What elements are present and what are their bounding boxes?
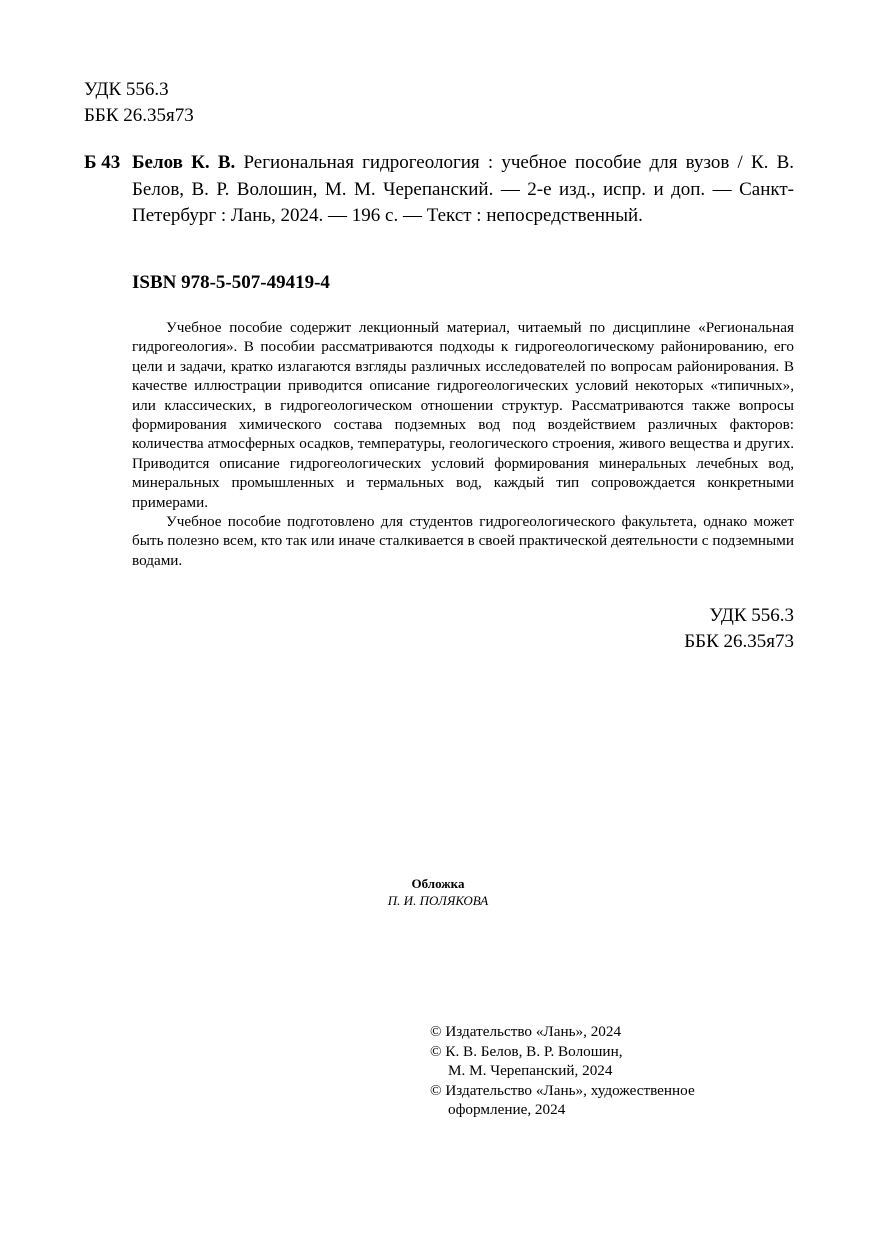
abstract	[132, 318, 794, 570]
cover-credit	[330, 875, 546, 909]
abstract-paragraph: Учебное пособие подготовлено для студентов гидрогеологического факультета, однако может быть полезно всем, кто так или иначе сталкивается в своей практической деятельности с подземными водами.	[132, 513, 794, 569]
copyright-block	[430, 1022, 695, 1120]
abstract-paragraph: Учебное пособие содержит лекционный материал, читаемый по дисциплине «Региональная гидрогеология». В пособии рассматриваются подходы к гидрогеологическому районированию, его цели и задачи, кратко излагаются взгляды различных исследователей по вопросам районирования. В качестве иллюстрации приводится описание гидрогеологических условий некоторых «типичных», или классических, в гидрогеологическом отношении структур. Рассматриваются также вопросы формирования химического состава подземных вод под воздействием различных факторов: количества атмосферных осадков, температуры, геологического строения, живого вещества и других. Приводится описание гидрогеологических условий формирования минеральных лечебных вод, минеральных промышленных и термальных вод, каждый тип сопровождается конкретными примерами.	[132, 319, 794, 511]
copyright-line: © Издательство «Лань», 2024	[430, 1023, 622, 1040]
classification-footer	[640, 603, 794, 655]
isbn: ISBN 978-5-507-49419-4	[132, 272, 330, 293]
copyright-line: © Издательство «Лань», художественное	[430, 1081, 695, 1099]
classification-header	[84, 77, 194, 129]
bibliographic-record	[84, 150, 794, 230]
udk-code: УДК 556.3	[84, 79, 169, 100]
copyright-line: © К. В. Белов, В. Р. Волошин,	[430, 1042, 623, 1060]
cover-designer: П. И. ПОЛЯКОВА	[387, 893, 489, 908]
bbk-code: ББК 26.35я73	[684, 631, 794, 652]
copyright-line: М. М. Черепанский, 2024	[448, 1062, 613, 1079]
bibliographic-description	[132, 150, 794, 230]
author-mark: Б 43	[84, 152, 121, 173]
author-name: Белов К. В.	[132, 152, 236, 173]
udk-code: УДК 556.3	[709, 605, 794, 626]
book-description: Региональная гидрогеология : учебное пособие для вузов / К. В. Белов, В. Р. Волошин, М. М. Черепанский. — 2-е изд., испр. и доп. — Санкт-Петербург : Лань, 2024. — 196 с. — Текст : непосредственный.	[132, 152, 795, 226]
cover-label: Обложка	[411, 876, 465, 891]
bbk-code: ББК 26.35я73	[84, 105, 194, 126]
copyright-line: оформление, 2024	[448, 1101, 566, 1118]
